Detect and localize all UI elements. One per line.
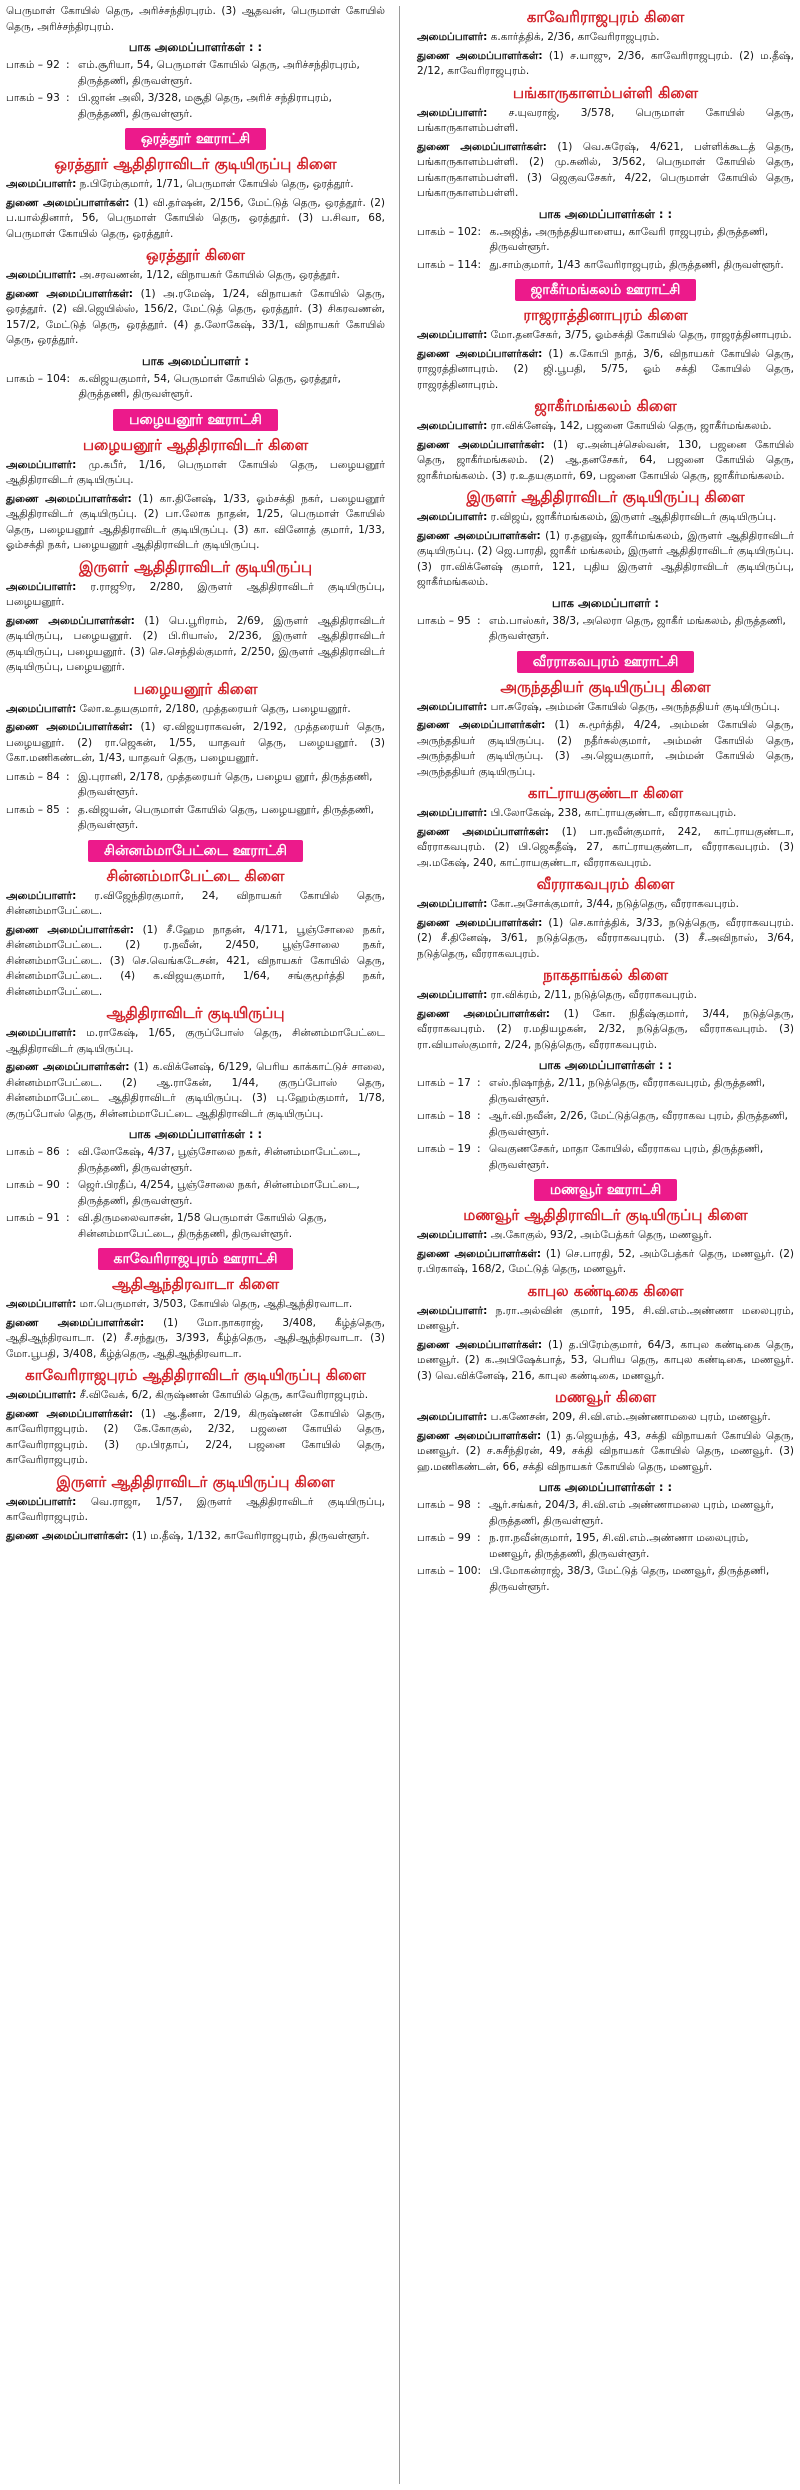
ward-number: பாகம் – 85 [6, 803, 60, 816]
branch-heading: பழையனூர் கிளை [133, 679, 258, 698]
entry-paragraph [6, 1407, 385, 1469]
role-label: துணை அமைப்பாளர்கள்: [6, 1316, 145, 1329]
ward-colon: : [477, 1110, 481, 1122]
entry-text: பி.லோகேஷ், 238, காட்ராயகுண்டா, வீரராகவபுரம். [490, 807, 737, 819]
role-label: அமைப்பாளர்: [417, 700, 488, 713]
ward-number: பாகம் – 114 [417, 258, 478, 271]
entry-paragraph [6, 720, 385, 767]
ward-number: பாகம் – 92 [6, 59, 60, 71]
role-label: அமைப்பாளர்: [417, 1304, 488, 1317]
entry-text: பா.சுரேஷ், அம்மன் கோயில் தெரு, அருந்ததியர் குடியிருப்பு. [490, 700, 780, 713]
entry-paragraph [6, 889, 385, 920]
role-label: அமைப்பாளர்: [6, 1495, 77, 1508]
branch-heading: வீரராகவபுரம் கிளை [536, 875, 675, 893]
role-label: துணை அமைப்பாளர்கள்: [6, 614, 135, 627]
ward-member: வி.லோகேஷ், 4/37, பூஞ்சோலை நகர், சின்னம்மாபேட்டை, திருத்தணி, திருவள்ளூர். [78, 1146, 361, 1174]
entry-text: (1) வெ.சுரேஷ், 4/621, பள்ளிக்கூடத் தெரு, பங்காருகாளம்பள்ளி. (2) மு.சுனில், 3/562, பெருமாள் கோயில் தெரு, பங்காருகாளம்பள்ளி. (3) ஜெகுவசேகர், 4/22, பெருமாள் கோயில் தெரு, பங்காருகாளம்பள்ளி. [417, 140, 795, 199]
entry-paragraph [417, 1429, 794, 1476]
ward-member: இ.புரானி, 2/178, முத்தரையர் தெரு, பழைய னூர், திருத்தணி, திருவள்ளூர். [78, 770, 373, 798]
entry-paragraph [6, 492, 385, 554]
panchayat-heading: வீரராகவபுரம் ஊராட்சி [517, 651, 695, 673]
section-heading: பாக அமைப்பாளர்கள் : : [538, 206, 673, 221]
entry-paragraph [417, 419, 794, 435]
entry-paragraph [417, 1410, 794, 1426]
branch-heading: காபுல கண்டிகை கிளை [527, 1281, 684, 1300]
entry-paragraph [6, 1060, 385, 1122]
role-label: அமைப்பாளர்: [417, 31, 488, 43]
entry-paragraph [417, 825, 794, 872]
role-label: துணை அமைப்பாளர்கள்: [417, 1338, 543, 1351]
ward-member: பி.ஜான் அலி, 3/328, மசூதி தெரு, அரிச் சந்திராபுரம், திருத்தணி, திருவள்ளூர். [78, 92, 332, 120]
entry-text: (1) செ.கார்த்திக், 3/33, நடுத்தெரு, வீரராகவபுரம். (2) சீ.தினேஷ், 3/61, நடுத்தெரு, வீரராகவபுரம். (3) சீ.அவிநாஸ், 3/64, நடுத்தெரு, வீரராகவபுரம். [417, 916, 794, 960]
ward-colon: : [477, 225, 481, 238]
ward-member: எம்.சூரியா, 54, பெருமாள் கோயில் தெரு, அரிச்சந்திரபுரம், திருத்தணி, திருவள்ளூர். [78, 59, 360, 87]
ward-row [417, 614, 794, 645]
entry-paragraph [6, 1529, 385, 1545]
column-divider [393, 0, 407, 2490]
role-label: துணை அமைப்பாளர்கள்: [6, 721, 133, 733]
entry-paragraph [6, 614, 385, 676]
section-heading: பாக அமைப்பாளர்கள் : : [128, 40, 263, 54]
entry-paragraph [6, 1026, 385, 1057]
entry-text: (1) சு.மூர்த்தி, 4/24, அம்மன் கோயில் தெரு, அருந்ததியர் குடியிருப்பு. (2) நதீர்சுல்குமார், அம்மன் கோயில் தெரு, அருந்ததியர் குடியிருப்பு. (3) அ.ஜெயகுமார், அம்மன் கோயில் தெரு, அருந்ததியர் குடியிருப்பு. [417, 719, 795, 778]
role-label: அமைப்பாளர்: [417, 989, 488, 1001]
ward-number: பாகம் – 99 [417, 1532, 471, 1544]
entry-text: மு.கபீர், 1/16, பெருமாள் கோயில் தெரு, பழையனூர் ஆதிதிராவிடர் குடியிருப்பு. [6, 458, 385, 486]
panchayat-heading: ஜாகீர்மங்கலம் ஊராட்சி [515, 279, 697, 301]
ward-colon: : [477, 258, 481, 271]
ward-number: பாகம் – 95 [417, 614, 471, 627]
section-heading: பாக அமைப்பாளர்கள் : : [538, 1480, 673, 1494]
ward-member: எம்.பாஸ்கர், 38/3, அலெரா தெரு, ஜாகீர் மங்கலம், திருத்தணி, திருவள்ளூர். [489, 614, 786, 642]
role-label: அமைப்பாளர்: [6, 458, 77, 471]
entry-text: (1) ச.யாஜு, 2/36, காவேரிராஜபுரம். (2) ம.தீஷ், 2/12, காவேரிராஜபுரம். [417, 49, 795, 77]
section-heading: பாக அமைப்பாளர் : [142, 353, 249, 368]
branch-heading: மணவூர் ஆதிதிராவிடர் குடியிருப்பு கிளை [463, 1206, 748, 1224]
ward-member: து.சாம்குமார், 1/43 காவேரிராஜபுரம், திருத்தணி, திருவள்ளூர். [489, 258, 784, 271]
ward-colon: : [477, 1532, 481, 1544]
entry-paragraph [6, 177, 385, 193]
entry-paragraph [417, 328, 794, 344]
ward-colon: : [66, 372, 70, 385]
ward-row [417, 1531, 794, 1562]
ward-number: பாகம் – 100 [417, 1565, 478, 1577]
role-label: அமைப்பாளர்: [417, 898, 488, 910]
ward-member: வெகுணசேகர், மாதா கோயில், வீரராகவ புரம், திருத்தணி, திருவள்ளூர். [489, 1143, 764, 1171]
entry-text: (1) க.விக்னேஷ், 6/129, பெரிய காக்காட்டுச் சாலை, சின்னம்மாபேட்டை. (2) ஆ.ராகேன், 1/44, குருப்போஸ் தெரு, சின்னம்மாபேட்டை ஆதிதிராவிடர் குடியிருப்பு. (3) பு.ஹேம்குமார், 1/78, குருப்போஸ் தெரு, சின்னம்மாபேட்டை ஆதிதிராவிடர் குடியிருப்பு. [6, 1061, 386, 1120]
ward-colon: : [477, 1565, 481, 1577]
ward-row [6, 803, 385, 834]
role-label: துணை அமைப்பாளர்கள்: [417, 916, 543, 929]
role-label: அமைப்பாளர்: [417, 420, 488, 432]
entry-paragraph [417, 30, 794, 46]
entry-paragraph [417, 49, 794, 80]
branch-heading: ஒரத்தூர் ஆதிதிராவிடர் குடியிருப்பு கிளை [54, 155, 337, 173]
branch-heading: இருளர் ஆதிதிராவிடர் குடியிருப்பு கிளை [466, 488, 745, 506]
ward-row [6, 91, 385, 122]
role-label: துணை அமைப்பாளர்கள்: [417, 49, 543, 62]
entry-text: க.கார்த்திக், 2/36, காவேரிராஜபுரம். [490, 31, 660, 43]
ward-member: ந.ரா.நவீன்குமார், 195, சி.வி.எம்.அண்ணா மலைபுரம், மணவூர், திருத்தணி, திருவள்ளூர். [489, 1532, 749, 1560]
branch-heading: சின்னம்மாபேட்டை கிளை [106, 866, 285, 885]
entry-text: (1) கா.தினேஷ், 1/33, ஓம்சக்தி நகர், பழையனூர் ஆதிதிராவிடர் குடியிருப்பு. (2) பா.லோக நாதன், 1/25, பெருமாள் கோயில் தெரு, பழையனூர் ஆதிதிராவிடர் குடியிருப்பு. (3) கா. வினோத் குமார், 1/33, ஓம்சக்தி நகர், பழையனூர் ஆதிதிராவிடர் குடியிருப்பு. [6, 492, 386, 551]
ward-number: பாகம் – 104 [6, 372, 67, 385]
role-label: துணை அமைப்பாளர்கள்: [6, 287, 133, 300]
entry-text: (1) க.கோபி நாத், 3/6, விநாயகர் கோயில் தெரு, ராஜரத்தினாபுரம். (2) ஜி.பூபதி, 5/75, ஓம் சக்தி கோயில் தெரு, ராஜரத்தினாபுரம். [417, 347, 794, 391]
branch-heading: நாகதாங்கல் கிளை [542, 966, 669, 984]
ward-colon: : [66, 770, 70, 783]
entry-text: (1) கோ. நிதீஷ்குமார், 3/44, நடுத்தெரு, வீரராகவபுரம். (2) ர.மதியழகன், 2/32, நடுத்தெரு, வீரராகவபுரம். (3) ரா.வியாஸ்குமார், 2/24, நடுத்தெரு, வீரராகவபுரம். [417, 1007, 795, 1051]
entry-paragraph [417, 106, 794, 137]
ward-row [6, 1211, 385, 1242]
role-label: அமைப்பாளர்: [6, 580, 77, 593]
ward-member: க.விஜயகுமார், 54, பெருமாள் கோயில் தெரு, ஒரத்தூர், திருத்தணி, திருவள்ளூர். [78, 372, 341, 400]
entry-text: மா.பெருமாள், 3/503, கோயில் தெரு, ஆதிஆந்திரவாடா. [79, 1298, 353, 1310]
role-label: துணை அமைப்பாளர்கள்: [6, 196, 130, 209]
role-label: துணை அமைப்பாளர்கள்: [6, 1407, 134, 1420]
branch-heading: மணவூர் கிளை [554, 1388, 657, 1406]
role-label: துணை அமைப்பாளர்கள்: [6, 492, 132, 505]
ward-row [6, 58, 385, 89]
branch-heading: ராஜராத்தினாபுரம் கிளை [523, 306, 688, 324]
branch-heading: காவேரிராஜபுரம் கிளை [526, 8, 685, 26]
right-column [407, 0, 800, 2490]
entry-text: (1) அ.ரமேஷ், 1/24, விநாயகர் கோயில் தெரு, ஒரத்தூர். (2) வி.ஜெயில்ஸ், 156/2, மேட்டுத் தெரு, ஒரத்தூர். (3) சிகரவணன், 157/2, மேட்டுத் தெரு, ஒரத்தூர். (4) த.லோகேஷ், 33/1, விநாயகர் கோயில் தெரு, ஒரத்தூர். [6, 287, 386, 346]
entry-text: ர.ராஜூர, 2/280, இருளர் ஆதிதிராவிடர் குடியிருப்பு, பழையனூர். [6, 580, 385, 608]
branch-heading: காவேரிராஜபுரம் ஆதிதிராவிடர் குடியிருப்பு கிளை [25, 1366, 366, 1384]
role-label: அமைப்பாளர்: [417, 329, 488, 341]
entry-text: கோ.அசோக்குமார், 3/44, நடுத்தெரு, வீரராகவபுரம். [490, 898, 739, 910]
section-heading: பாக அமைப்பாளர்கள் : : [538, 1058, 673, 1072]
ward-number: பாகம் – 86 [6, 1146, 60, 1158]
ward-row [417, 1076, 794, 1107]
branch-heading: காட்ராயகுண்டா கிளை [527, 784, 684, 802]
entry-text: ந.ரா.அல்வின் குமார், 195, சி.வி.எம்.அண்ணா மலைபுரம், மணவூர். [417, 1304, 795, 1332]
role-label: துணை அமைப்பாளர்கள்: [6, 1529, 129, 1542]
entry-text: பெருமாள் கோயில் தெரு, அரிச்சந்திரபுரம். (3) ஆதவன், பெருமாள் கோயில் தெரு, அரிச்சந்திரபுரம். [6, 5, 385, 33]
entry-text: (1) பெ.பூரிராம், 2/69, இருளர் ஆதிதிராவிடர் குடியிருப்பு, பழையனூர். (2) பி.ரியாஸ், 2/236, இருளர் ஆதிதிராவிடர் குடியிருப்பு, பழையனூர். (3) செ.செந்தில்குமார், 2/250, இருளர் ஆதிதிராவிடர் குடியிருப்பு, பழையனூர். [6, 614, 386, 673]
panchayat-heading: மணவூர் ஊராட்சி [534, 1179, 677, 1201]
entry-paragraph [6, 268, 385, 284]
entry-text: (1) செ.பாரதி, 52, அம்பேத்கர் தெரு, மணவூர். (2) ர.பிரகாஷ், 168/2, மேட்டுத் தெரு, மணவூர். [417, 1247, 794, 1275]
ward-colon: : [66, 92, 70, 104]
entry-paragraph [417, 718, 794, 780]
entry-paragraph [6, 458, 385, 489]
panchayat-heading: சின்னம்மாபேட்டை ஊராட்சி [88, 840, 303, 862]
entry-text: அ.சரவணன், 1/12, விநாயகர் கோயில் தெரு, ஒரத்தூர். [79, 269, 341, 281]
ward-colon: : [66, 1146, 70, 1158]
ward-member: க.அஜித், அருந்ததியாளைய, காவேரி ராஜபுரம், திருத்தணி, திருவள்ளூர். [489, 225, 769, 253]
role-label: துணை அமைப்பாளர்கள்: [417, 1247, 542, 1260]
entry-paragraph [6, 196, 385, 243]
section-heading: பாக அமைப்பாளர் : [552, 595, 659, 610]
ward-member: எஸ்.நிஷாந்த், 2/11, நடுத்தெரு, வீரராகவபுரம், திருத்தணி, திருவள்ளூர். [489, 1077, 766, 1105]
ward-row [6, 1178, 385, 1209]
role-label: அமைப்பாளர்: [417, 1411, 488, 1423]
ward-member: ஆர்.வி.நவீன், 2/26, மேட்டுத்தெரு, வீரராகவ புரம், திருத்தணி, திருவள்ளூர். [489, 1110, 788, 1138]
entry-text: ந.பிரேம்குமார், 1/71, பெருமாள் கோயில் தெரு, ஒரத்தூர். [79, 178, 354, 190]
entry-text: (1) ர.தனுஷ், ஜாகீர்மங்கலம், இருளர் ஆதிதிராவிடர் குடியிருப்பு. (2) ஜெ.பாரதி, ஜாகீர் மங்கலம், இருளர் ஆதிதிராவிடர் குடியிருப்பு. (3) ரா.விக்னேஷ் குமார், 121, புதிய இருளர் ஆதிதிராவிடர் குடியிருப்பு, ஜாகீர்மங்கலம். [417, 529, 794, 588]
entry-paragraph [6, 580, 385, 611]
entry-text: வெ.ராஜா, 1/57, இருளர் ஆதிதிராவிடர் குடியிருப்பு, காவேரிராஜபுரம். [6, 1495, 385, 1523]
role-label: அமைப்பாளர்: [417, 511, 488, 523]
role-label: அமைப்பாளர்: [417, 1229, 488, 1241]
entry-paragraph [417, 347, 794, 394]
entry-text: அ.கோகுல், 93/2, அம்பேத்கர் தெரு, மணவூர். [490, 1229, 712, 1241]
role-label: துணை அமைப்பாளர்கள்: [417, 1429, 542, 1442]
entry-text: (1) ம.தீஷ், 1/132, காவேரிராஜபுரம், திருவள்ளூர். [131, 1529, 370, 1542]
role-label: துணை அமைப்பாளர்கள்: [417, 825, 549, 838]
role-label: அமைப்பாளர்: [6, 702, 77, 715]
entry-paragraph [417, 806, 794, 822]
ward-number: பாகம் – 84 [6, 770, 60, 783]
role-label: அமைப்பாளர்: [6, 889, 77, 902]
ward-colon: : [66, 1179, 70, 1191]
role-label: துணை அமைப்பாளர்கள்: [6, 923, 134, 936]
ward-member: வி.திருமலைவாசன், 1/58 பெருமாள் கோயில் தெரு, சின்னம்மாபேட்டை, திருத்தணி, திருவள்ளூர். [78, 1212, 327, 1240]
entry-text: (1) சீ.ஹேம நாதன், 4/171, பூஞ்சோலை நகர், சின்னம்மாபேட்டை. (2) ர.நவீன், 2/450, பூஞ்சோலை நகர், சின்னம்மாபேட்டை. (3) செ.வெங்கடேசன், 421, விநாயகர் கோயில் தெரு, சின்னம்மாபேட்டை. (4) க.விஜயகுமார், 1/64, சங்குமூர்த்தி நகர், சின்னம்மாபேட்டை. [6, 923, 386, 998]
entry-paragraph [6, 923, 385, 1001]
entry-text: ப.கணேசன், 209, சி.வி.எம்.அண்ணாமலை புரம், மணவூர். [490, 1411, 771, 1423]
ward-number: பாகம் – 102 [417, 225, 478, 238]
entry-text: (1) த.ஜெயந்த், 43, சக்தி விநாயகர் கோயில் தெரு, மணவூர். (2) ச.சுசீந்திரன், 49, சக்தி விநாயகர் கோயில் தெரு, மணவூர். (3) ஹ.மணிகண்டன், 66, சக்தி விநாயகர் கோயில் தெரு, மணவூர். [417, 1429, 795, 1473]
entry-paragraph [6, 1316, 385, 1363]
ward-member: ஆர்.சங்கர், 204/3, சி.வி.எம் அண்ணாமலை புரம், மணவூர், திருத்தணி, திருவள்ளூர். [489, 1499, 774, 1527]
entry-paragraph [6, 287, 385, 349]
ward-number: பாகம் – 90 [6, 1179, 60, 1191]
ward-member: த.விஜயன், பெருமாள் கோயில் தெரு, பழையனூர், திருத்தணி, திருவள்ளூர். [78, 803, 374, 831]
branch-heading: ஆதிஆந்திரவாடா கிளை [111, 1275, 280, 1293]
entry-text: ர.விஜேந்திரகுமார், 24, விநாயகர் கோயில் தெரு, சின்னம்மாபேட்டை. [6, 889, 385, 917]
entry-text: லோ.உதயகுமார், 2/180, முத்தரையர் தெரு, பழையனூர். [79, 702, 351, 715]
role-label: துணை அமைப்பாளர்கள்: [417, 719, 546, 731]
ward-number: பாகம் – 17 [417, 1077, 471, 1089]
entry-paragraph [417, 1228, 794, 1244]
entry-paragraph [417, 897, 794, 913]
entry-paragraph [6, 1297, 385, 1313]
section-heading: பாக அமைப்பாளர்கள் : : [128, 1127, 263, 1141]
entry-text: (1) ஆ.தீனா, 2/19, கிருஷ்ணன் கோயில் தெரு, காவேரிராஜபுரம். (2) கே.கோகுல், 2/32, பஜனை கோயில் தெரு, காவேரிராஜபுரம். (3) மு.பிரதாப், 2/24, பஜனை கோயில் தெரு, காவேரிராஜபுரம். [6, 1407, 385, 1466]
role-label: துணை அமைப்பாளர்கள்: [417, 140, 547, 153]
ward-row [417, 1498, 794, 1529]
branch-heading: பழையனூர் ஆதிதிராவிடர் கிளை [82, 435, 309, 454]
entry-text: ம.ராகேஷ், 1/65, குருப்போஸ் தெரு, சின்னம்மாபேட்டை ஆதிதிராவிடர் குடியிருப்பு. [6, 1027, 385, 1055]
branch-heading: ஜாகீர்மங்கலம் கிளை [534, 397, 677, 415]
branch-heading: ஒரத்தூர் கிளை [146, 246, 245, 264]
entry-paragraph [417, 1338, 794, 1385]
role-label: துணை அமைப்பாளர்கள்: [6, 1061, 130, 1073]
role-label: அமைப்பாளர்: [6, 1389, 77, 1401]
branch-heading: இருளர் ஆதிதிராவிடர் குடியிருப்பு கிளை [56, 1472, 335, 1491]
ward-number: பாகம் – 91 [6, 1212, 60, 1224]
entry-paragraph [417, 988, 794, 1004]
ward-row [6, 1145, 385, 1176]
ward-colon: : [66, 1212, 70, 1224]
entry-text: ரா.விக்னேஷ், 142, பஜனை கோயில் தெரு, ஜாகீர்மங்கலம். [490, 420, 772, 432]
entry-text: (1) பா.நவீன்குமார், 242, காட்ராயகுண்டா, வீரராகவபுரம். (2) பி.ஜெகதீஷ், 27, காட்ராயகுண்டா, வீரராகவபுரம். (3) அ.மகேஷ், 240, காட்ராயகுண்டா, வீரராகவபுரம். [417, 825, 795, 869]
ward-row [417, 258, 794, 274]
ward-row [6, 770, 385, 801]
ward-member: ஜெர்.பிரதீப், 4/254, பூஞ்சோலை நகர், சின்னம்மாபேட்டை, திருத்தணி, திருவள்ளூர். [78, 1179, 360, 1207]
panchayat-heading: காவேரிராஜபுரம் ஊராட்சி [98, 1248, 294, 1270]
branch-heading: அருந்ததியர் குடியிருப்பு கிளை [500, 677, 711, 696]
entry-paragraph [417, 438, 794, 485]
role-label: அமைப்பாளர்: [6, 269, 77, 281]
entry-paragraph [417, 1304, 794, 1335]
role-label: துணை அமைப்பாளர்கள்: [417, 529, 541, 542]
entry-text: ரா.விக்ரம், 2/11, நடுத்தெரு, வீரராகவபுரம். [490, 989, 697, 1001]
role-label: துணை அமைப்பாளர்கள்: [417, 438, 545, 451]
branch-heading: இருளர் ஆதிதிராவிடர் குடியிருப்பு [78, 557, 313, 576]
entry-paragraph [417, 1007, 794, 1054]
ward-colon: : [477, 1077, 481, 1089]
ward-row [417, 1142, 794, 1173]
ward-row [6, 372, 385, 403]
role-label: அமைப்பாளர்: [6, 1298, 77, 1310]
ward-number: பாகம் – 93 [6, 92, 60, 104]
role-label: துணை அமைப்பாளர்கள்: [417, 347, 543, 360]
entry-paragraph [417, 510, 794, 526]
panchayat-heading: ஒரத்தூர் ஊராட்சி [125, 128, 266, 150]
entry-paragraph [417, 140, 794, 202]
role-label: அமைப்பாளர்: [417, 106, 488, 119]
ward-row [417, 1564, 794, 1595]
entry-text: (1) வி.தர்ஷன், 2/156, மேட்டுத் தெரு, ஒரத்தூர். (2) ப.யால்தினார், 56, பெருமாள் கோயில் தெரு, ஒரத்தூர். (3) ப.சிவா, 68, பெருமாள் கோயில் தெரு, ஒரத்தூர். [6, 196, 386, 240]
left-column [0, 0, 393, 2490]
entry-paragraph [6, 702, 385, 718]
ward-colon: : [477, 1143, 481, 1155]
role-label: துணை அமைப்பாளர்கள்: [417, 1007, 551, 1020]
entry-paragraph [6, 1495, 385, 1526]
entry-paragraph [417, 1247, 794, 1278]
ward-member: பி.மோகன்ராஜ், 38/3, மேட்டுத் தெரு, மணவூர், திருத்தணி, திருவள்ளூர். [489, 1565, 770, 1593]
entry-paragraph [417, 916, 794, 963]
ward-colon: : [477, 614, 481, 627]
role-label: அமைப்பாளர்: [6, 1027, 77, 1039]
entry-text: (1) ஏ.விஜயராகவன், 2/192, முத்தரையர் தெரு, பழையனூர். (2) ரா.ஜெகன், 1/55, யாதவர் தெரு, பழையனூர். (3) கோ.மணிகண்டன், 1/43, யாதவர் தெரு, பழையனூர். [6, 721, 386, 764]
entry-paragraph [417, 529, 794, 591]
ward-colon: : [66, 59, 70, 71]
ward-number: பாகம் – 98 [417, 1499, 471, 1511]
entry-paragraph [417, 700, 794, 716]
role-label: அமைப்பாளர்: [417, 807, 488, 819]
entry-paragraph [6, 4, 385, 35]
entry-text: (1) ஏ.அன்புச்செல்வன், 130, பஜனை கோயில் தெரு, ஜாகீர்மங்கலம். (2) ஆ.தனசேகர், 64, பஜனை கோயில் தெரு, ஜாகீர்மங்கலம். (3) ர.உதயகுமார், 69, பஜனை கோயில் தெரு, ஜாகீர்மங்கலம். [417, 438, 794, 482]
ward-row [417, 225, 794, 256]
entry-text: மோ.தனசேகர், 3/75, ஓம்சக்தி கோயில் தெரு, ராஜரத்தினாபுரம். [490, 329, 792, 341]
ward-row [417, 1109, 794, 1140]
ward-number: பாகம் – 19 [417, 1143, 471, 1155]
panchayat-heading: பழையனூர் ஊராட்சி [113, 409, 278, 431]
entry-text: ச.யுவராஜ், 3/578, பெருமாள் கோயில் தெரு, பங்காருகாளம்பள்ளி. [417, 106, 794, 134]
entry-text: (1) த.பிரேம்குமார், 64/3, காபுல கண்டிகை தெரு, மணவூர். (2) க.அபிஷேக்பாத், 53, பெரிய தெரு, காபுல கண்டிகை, மணவூர். (3) வெ.விக்னேஷ், 216, காபுல கண்டிகை, மணவூர். [417, 1338, 794, 1382]
entry-paragraph [6, 1388, 385, 1404]
role-label: அமைப்பாளர்: [6, 178, 77, 190]
entry-text: சீ.விவேக், 6/2, கிருஷ்ணன் கோயில் தெரு, காவேரிராஜபுரம். [79, 1389, 369, 1401]
ward-colon: : [477, 1499, 481, 1511]
branch-heading: ஆதிதிராவிடர் குடியிருப்பு [106, 1004, 285, 1022]
entry-text: (1) மோ.நாகராஜ், 3/408, கீழ்த்தெரு, ஆதிஆந்திரவாடா. (2) சீ.சந்துரு, 3/393, கீழ்த்தெரு, ஆதிஆந்திரவாடா. (3) மோ.பூபதி, 3/408, கீழ்த்தெரு, ஆதிஆந்திரவாடா. [6, 1316, 385, 1360]
ward-number: பாகம் – 18 [417, 1110, 471, 1122]
entry-text: ர.விஜய், ஜாகீர்மங்கலம், இருளர் ஆதிதிராவிடர் குடியிருப்பு. [490, 511, 777, 523]
ward-colon: : [66, 803, 70, 816]
branch-heading: பங்காருகாளம்பள்ளி கிளை [512, 83, 699, 102]
